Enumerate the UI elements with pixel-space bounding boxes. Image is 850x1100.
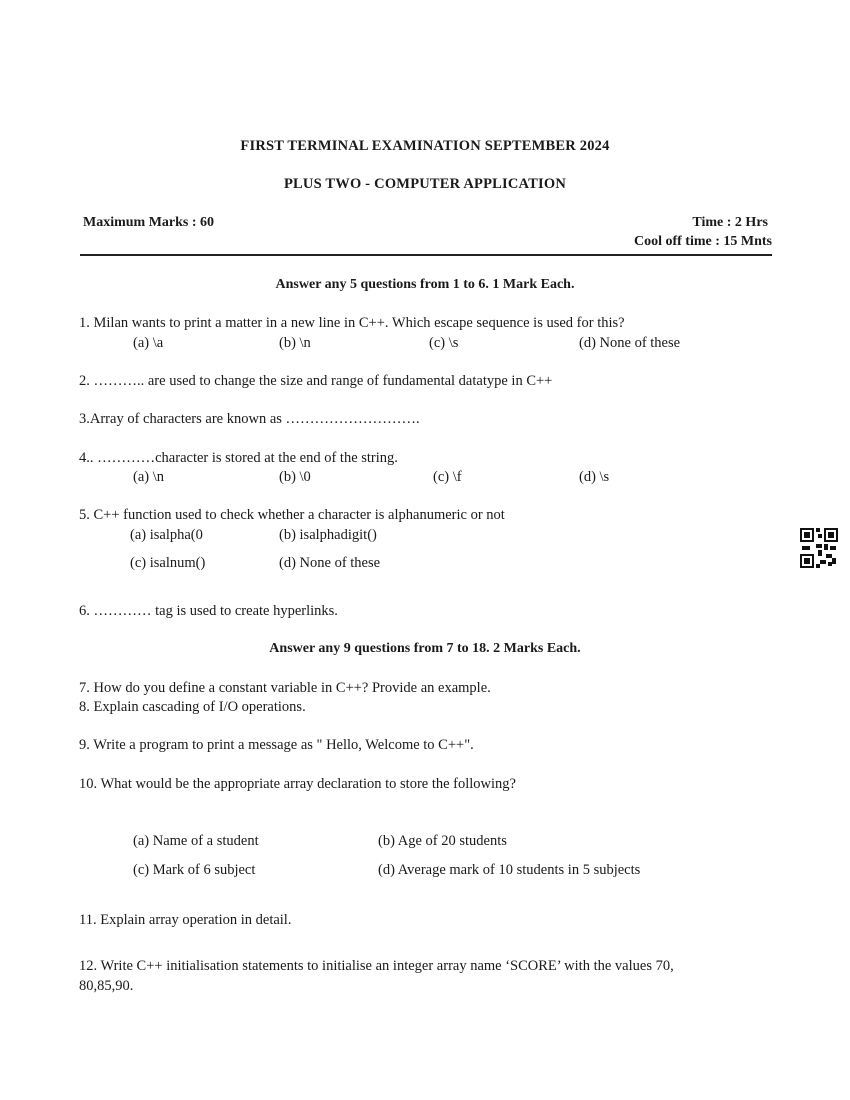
q5-option-c: (c) isalnum() xyxy=(130,555,206,571)
q4-option-b: (b) \0 xyxy=(279,469,311,485)
section2-instruction: Answer any 9 questions from 7 to 18. 2 Marks Each. xyxy=(269,641,581,656)
exam-subtitle: PLUS TWO - COMPUTER APPLICATION xyxy=(284,176,566,192)
q5-option-a: (a) isalpha(0 xyxy=(130,527,203,543)
header-divider xyxy=(80,254,772,256)
q1-option-c: (c) \s xyxy=(429,335,459,351)
question-6: 6. ………… tag is used to create hyperlinks. xyxy=(79,603,338,619)
question-7: 7. How do you define a constant variable in C++? Provide an example. xyxy=(79,680,491,696)
question-9: 9. Write a program to print a message as " Hello, Welcome to C++". xyxy=(79,737,474,753)
q1-option-b: (b) \n xyxy=(279,335,311,351)
question-11: 11. Explain array operation in detail. xyxy=(79,912,292,928)
question-12-line2: 80,85,90. xyxy=(79,978,134,994)
question-4: 4.. …………character is stored at the end of the string. xyxy=(79,450,398,466)
q5-option-d: (d) None of these xyxy=(279,555,381,571)
q1-option-a: (a) \a xyxy=(133,335,164,351)
question-3: 3.Array of characters are known as ………………………. xyxy=(79,411,420,427)
q5-option-b: (b) isalphadigit() xyxy=(279,527,377,543)
q10-option-a: (a) Name of a student xyxy=(133,833,259,849)
qr-code-icon xyxy=(800,528,838,568)
question-1: 1. Milan wants to print a matter in a new line in C++. Which escape sequence is used for this? xyxy=(79,315,625,331)
q10-option-c: (c) Mark of 6 subject xyxy=(133,862,256,878)
q10-option-b: (b) Age of 20 students xyxy=(378,833,507,849)
q1-option-d: (d) None of these xyxy=(579,335,681,351)
cool-off-time: Cool off time : 15 Mnts xyxy=(633,234,772,249)
q4-option-c: (c) \f xyxy=(433,469,462,485)
exam-title: FIRST TERMINAL EXAMINATION SEPTEMBER 2024 xyxy=(240,138,610,154)
q10-option-d: (d) Average mark of 10 students in 5 subjects xyxy=(378,862,641,878)
exam-time: Time : 2 Hrs xyxy=(692,215,768,230)
question-8: 8. Explain cascading of I/O operations. xyxy=(79,699,306,715)
question-10: 10. What would be the appropriate array declaration to store the following? xyxy=(79,776,516,792)
question-5: 5. C++ function used to check whether a character is alphanumeric or not xyxy=(79,507,505,523)
section1-instruction: Answer any 5 questions from 1 to 6. 1 Mark Each. xyxy=(275,277,575,292)
max-marks: Maximum Marks : 60 xyxy=(83,215,215,230)
q4-option-d: (d) \s xyxy=(579,469,610,485)
question-2: 2. ……….. are used to change the size and range of fundamental datatype in C++ xyxy=(79,373,553,389)
question-12-line1: 12. Write C++ initialisation statements to initialise an integer array name ‘SCORE’ with the values 70, xyxy=(79,958,674,974)
q4-option-a: (a) \n xyxy=(133,469,164,485)
